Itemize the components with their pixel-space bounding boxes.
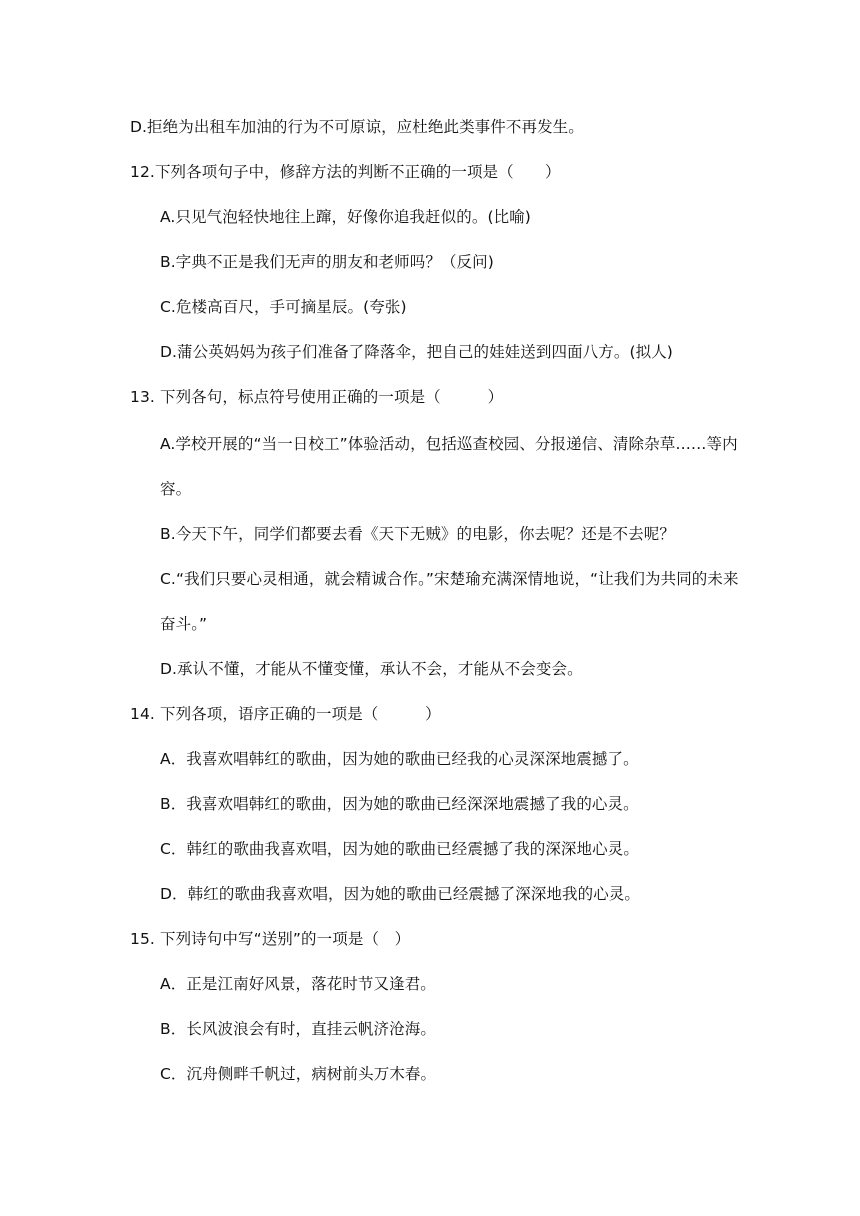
q14-stem: 14. 下列各项，语序正确的一项是（ ）	[130, 705, 441, 723]
q15-stem: 15. 下列诗句中写“送别”的一项是（ ）	[130, 930, 411, 948]
q13-option-c-cont: 奋斗。”	[160, 615, 208, 633]
q15-option-a: A．正是江南好风景，落花时节又逢君。	[160, 975, 436, 993]
q13-option-b: B.今天下午，同学们都要去看《天下无贼》的电影，你去呢？还是不去呢？	[160, 525, 675, 543]
q12-option-d: D.蒲公英妈妈为孩子们准备了降落伞，把自己的娃娃送到四面八方。(拟人)	[160, 343, 673, 361]
q13-stem: 13. 下列各句，标点符号使用正确的一项是（ ）	[130, 388, 504, 406]
q15-option-c: C．沉舟侧畔千帆过，病树前头万木春。	[160, 1065, 437, 1083]
q15-option-b: B．长风波浪会有时，直挂云帆济沧海。	[160, 1020, 436, 1038]
q12-stem: 12.下列各项句子中，修辞方法的判断不正确的一项是（ ）	[130, 163, 561, 181]
q13-option-c: C.“我们只要心灵相通，就会精诚合作。”宋楚瑜充满深情地说，“让我们为共同的未来	[160, 570, 739, 588]
q13-option-d: D.承认不懂，才能从不懂变懂，承认不会，才能从不会变会。	[160, 660, 583, 678]
q13-option-a-cont: 容。	[160, 480, 192, 498]
q14-option-d: D．韩红的歌曲我喜欢唱，因为她的歌曲已经震撼了深深地我的心灵。	[160, 885, 641, 903]
q11-option-d: D.拒绝为出租车加油的行为不可原谅，应杜绝此类事件不再发生。	[130, 118, 584, 136]
q12-option-c: C.危楼高百尺，手可摘星辰。(夸张)	[160, 298, 407, 316]
q14-option-b: B．我喜欢唱韩红的歌曲，因为她的歌曲已经深深地震撼了我的心灵。	[160, 795, 639, 813]
q12-option-b: B.字典不正是我们无声的朋友和老师吗？（反问)	[160, 253, 494, 271]
q13-option-a: A.学校开展的“当一日校工”体验活动，包括巡查校园、分报递信、清除杂草……等内	[160, 435, 738, 453]
q14-option-c: C．韩红的歌曲我喜欢唱，因为她的歌曲已经震撼了我的深深地心灵。	[160, 840, 639, 858]
q12-option-a: A.只见气泡轻快地往上蹿，好像你追我赶似的。(比喻)	[160, 208, 531, 226]
q14-option-a: A．我喜欢唱韩红的歌曲，因为她的歌曲已经我的心灵深深地震撼了。	[160, 750, 639, 768]
